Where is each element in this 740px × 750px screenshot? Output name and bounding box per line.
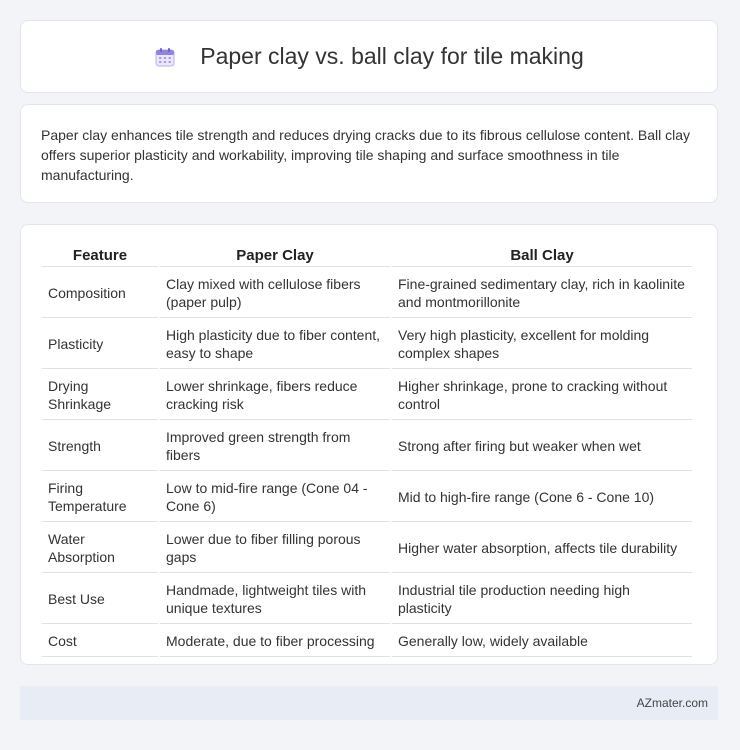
page-title: Paper clay vs. ball clay for tile making [200, 43, 584, 69]
comparison-card [20, 224, 718, 665]
table-row [42, 626, 692, 657]
feature-cell: Drying Shrinkage [42, 371, 158, 420]
feature-cell: Cost [42, 626, 158, 657]
ball-clay-cell: Very high plasticity, excellent for molding complex shapes [392, 320, 692, 369]
ball-clay-cell: Higher water absorption, affects tile durability [392, 524, 692, 573]
footer [20, 686, 718, 720]
table-row [42, 422, 692, 471]
comparison-table [40, 241, 694, 659]
title-card [20, 20, 718, 93]
intro-card [20, 104, 718, 203]
table-row [42, 371, 692, 420]
ball-clay-cell: Mid to high-fire range (Cone 6 - Cone 10) [392, 473, 692, 522]
paper-clay-cell: Lower shrinkage, fibers reduce cracking risk [160, 371, 390, 420]
feature-cell: Plasticity [42, 320, 158, 369]
ball-clay-cell: Industrial tile production needing high plasticity [392, 575, 692, 624]
feature-cell: Firing Temperature [42, 473, 158, 522]
ball-clay-cell: Generally low, widely available [392, 626, 692, 657]
paper-clay-cell: Moderate, due to fiber processing [160, 626, 390, 657]
paper-clay-cell: Lower due to fiber filling porous gaps [160, 524, 390, 573]
ball-clay-cell: Higher shrinkage, prone to cracking without control [392, 371, 692, 420]
feature-cell: Strength [42, 422, 158, 471]
table-row [42, 524, 692, 573]
footer-brand[interactable]: AZmater.com [636, 696, 708, 710]
table-row [42, 575, 692, 624]
feature-cell: Water Absorption [42, 524, 158, 573]
calendar-icon [154, 46, 176, 68]
paper-clay-cell: Clay mixed with cellulose fibers (paper pulp) [160, 269, 390, 318]
table-row [42, 320, 692, 369]
paper-clay-cell: Improved green strength from fibers [160, 422, 390, 471]
paper-clay-cell: High plasticity due to fiber content, easy to shape [160, 320, 390, 369]
header-paper-clay: Paper Clay [160, 243, 390, 267]
ball-clay-cell: Fine-grained sedimentary clay, rich in kaolinite and montmorillonite [392, 269, 692, 318]
table-row [42, 269, 692, 318]
ball-clay-cell: Strong after firing but weaker when wet [392, 422, 692, 471]
header-feature: Feature [42, 243, 158, 267]
paper-clay-cell: Handmade, lightweight tiles with unique textures [160, 575, 390, 624]
feature-cell: Best Use [42, 575, 158, 624]
table-row [42, 473, 692, 522]
paper-clay-cell: Low to mid-fire range (Cone 04 - Cone 6) [160, 473, 390, 522]
feature-cell: Composition [42, 269, 158, 318]
table-header-row [42, 243, 692, 267]
header-ball-clay: Ball Clay [392, 243, 692, 267]
intro-text: Paper clay enhances tile strength and reduces drying cracks due to its fibrous cellulose content. Ball clay offers superior plasticity and workability, improving tile shaping and surface smoothness in tile manufacturing. [41, 127, 691, 183]
